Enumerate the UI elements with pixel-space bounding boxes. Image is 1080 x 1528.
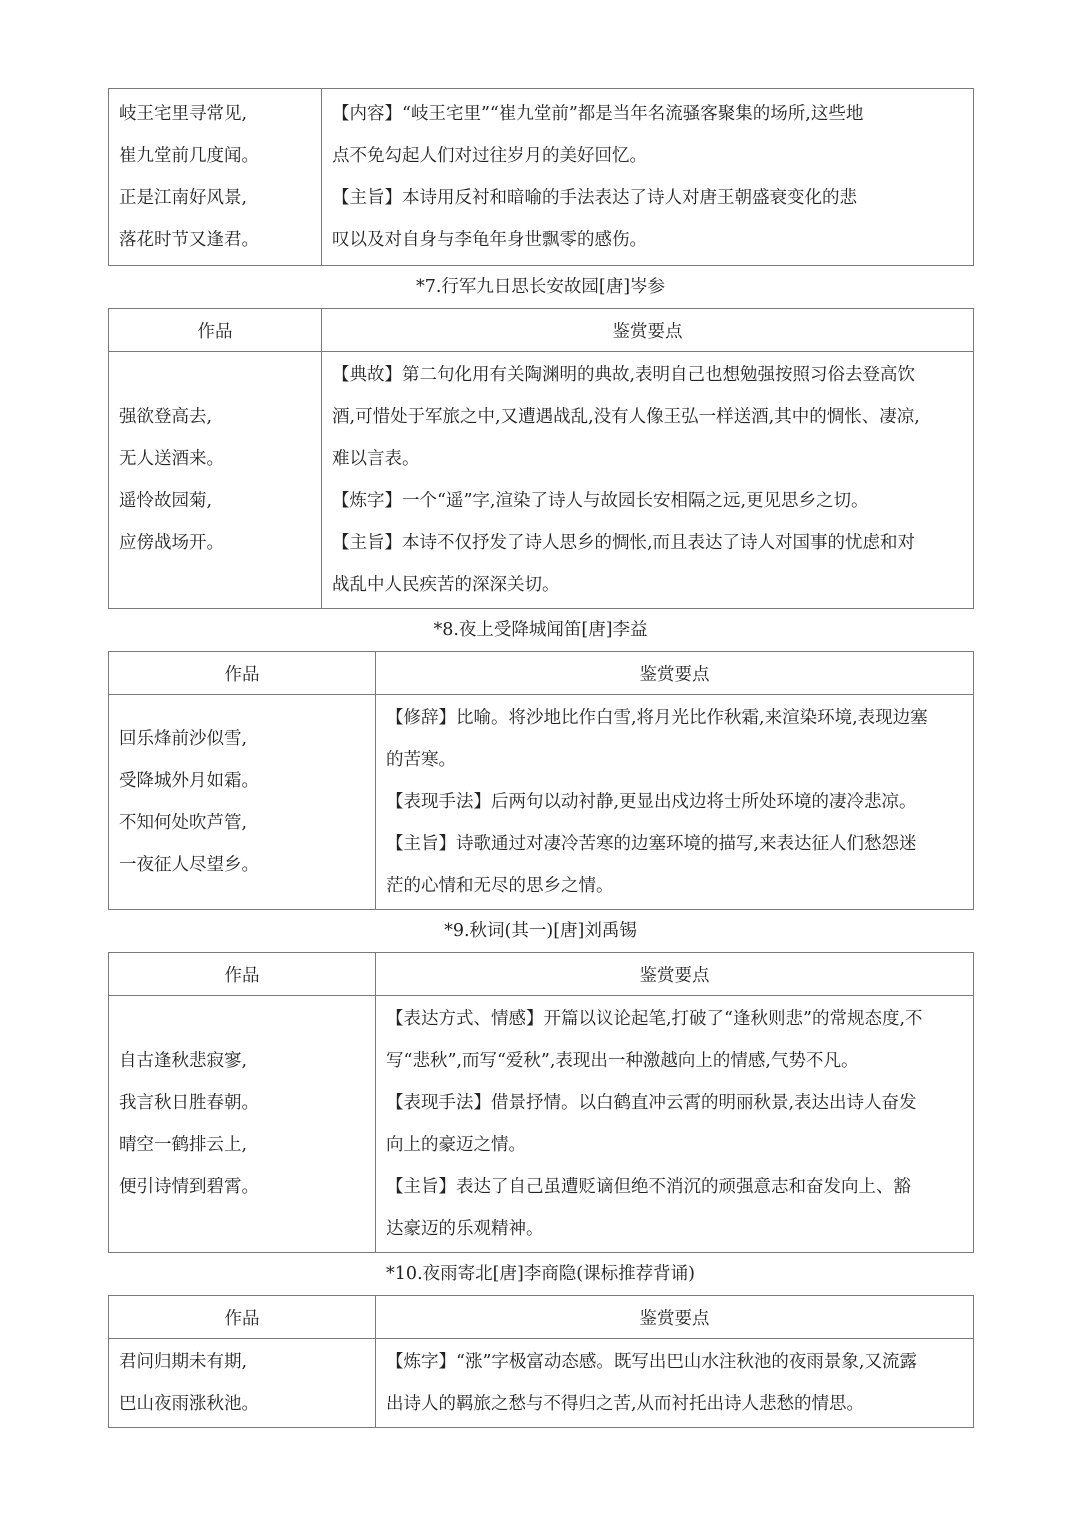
header-works: 作品 <box>109 652 376 695</box>
note-line: 【表达方式、情感】开篇以议论起笔,打破了“逢秋则悲”的常规态度,不 <box>386 1009 923 1029</box>
notes-cell <box>376 695 974 910</box>
note-line: 点不免勾起人们对过往岁月的美好回忆。 <box>332 146 647 166</box>
header-works: 作品 <box>109 309 322 352</box>
poem-line: 回乐烽前沙似雪, <box>119 729 248 749</box>
poem-table-7 <box>108 308 974 609</box>
note-line: 出诗人的羁旅之愁与不得归之苦,从而衬托出诗人悲愁的情思。 <box>386 1394 865 1414</box>
poem-line: 我言秋日胜春朝。 <box>119 1093 259 1113</box>
note-line: 【内容】“岐王宅里”“崔九堂前”都是当年名流骚客聚集的场所,这些地 <box>332 104 864 124</box>
section-title: *9.秋词(其一)[唐]刘禹锡 <box>444 921 637 941</box>
poem-line: 崔九堂前几度闻。 <box>119 146 259 166</box>
poem-table-6-continued <box>108 88 974 266</box>
table-header-row <box>109 652 974 695</box>
poem-line: 不知何处吹芦管, <box>119 813 248 833</box>
table-row <box>109 89 974 266</box>
notes-cell <box>376 1339 974 1428</box>
poem-line: 巴山夜雨涨秋池。 <box>119 1394 259 1414</box>
poem-line: 强欲登高去, <box>119 407 213 427</box>
header-works: 作品 <box>109 953 376 996</box>
poem-table-9 <box>108 952 974 1253</box>
poem-line: 遥怜故园菊, <box>119 491 213 511</box>
section-title: *8.夜上受降城闻笛[唐]李益 <box>433 620 648 640</box>
header-appreciation: 鉴赏要点 <box>376 652 974 695</box>
notes-cell <box>322 89 974 266</box>
note-line: 【主旨】本诗不仅抒发了诗人思乡的惆怅,而且表达了诗人对国事的忧虑和对 <box>332 533 916 553</box>
poem-line: 正是江南好风景, <box>119 188 248 208</box>
document-page <box>108 88 973 1428</box>
note-line: 【典故】第二句化用有关陶渊明的典故,表明自己也想勉强按照习俗去登高饮 <box>332 365 916 385</box>
poem-table-8 <box>108 651 974 910</box>
header-appreciation: 鉴赏要点 <box>376 1296 974 1339</box>
poem-cell <box>109 1339 376 1428</box>
header-appreciation: 鉴赏要点 <box>376 953 974 996</box>
table-row <box>109 695 974 910</box>
poem-line: 受降城外月如霜。 <box>119 771 259 791</box>
note-line: 的苦寒。 <box>386 750 456 770</box>
note-line: 达豪迈的乐观精神。 <box>386 1219 544 1239</box>
note-line: 茫的心情和无尽的思乡之情。 <box>386 876 614 896</box>
poem-cell <box>109 89 322 266</box>
poem-cell <box>109 352 322 609</box>
poem-table-10 <box>108 1295 974 1428</box>
poem-line: 岐王宅里寻常见, <box>119 104 248 124</box>
poem-line: 君问归期未有期, <box>119 1352 248 1372</box>
note-line: 【炼字】一个“遥”字,渲染了诗人与故园长安相隔之远,更见思乡之切。 <box>332 491 869 511</box>
poem-line: 应傍战场开。 <box>119 533 224 553</box>
note-line: 【修辞】比喻。将沙地比作白雪,将月光比作秋霜,来渲染环境,表现边塞 <box>386 708 928 728</box>
header-appreciation: 鉴赏要点 <box>322 309 974 352</box>
notes-cell <box>376 996 974 1253</box>
poem-cell <box>109 695 376 910</box>
poem-line: 晴空一鹤排云上, <box>119 1135 248 1155</box>
note-line: 向上的豪迈之情。 <box>386 1135 526 1155</box>
note-line: 难以言表。 <box>332 449 420 469</box>
note-line: 写“悲秋”,而写“爱秋”,表现出一种激越向上的情感,气势不凡。 <box>386 1051 859 1071</box>
note-line: 酒,可惜处于军旅之中,又遭遇战乱,没有人像王弘一样送酒,其中的惆怅、凄凉, <box>332 407 920 427</box>
note-line: 【主旨】表达了自己虽遭贬谪但绝不消沉的顽强意志和奋发向上、豁 <box>386 1177 911 1197</box>
note-line: 【主旨】本诗用反衬和暗喻的手法表达了诗人对唐王朝盛衰变化的悲 <box>332 188 857 208</box>
note-line: 【主旨】诗歌通过对凄冷苦寒的边塞环境的描写,来表达征人们愁怨迷 <box>386 834 917 854</box>
poem-line: 自古逢秋悲寂寥, <box>119 1051 248 1071</box>
poem-line: 一夜征人尽望乡。 <box>119 855 259 875</box>
note-line: 【炼字】“涨”字极富动态感。既写出巴山水注秋池的夜雨景象,又流露 <box>386 1352 917 1372</box>
section-title: *7.行军九日思长安故园[唐]岑参 <box>415 277 666 297</box>
section-title: *10.夜雨寄北[唐]李商隐(课标推荐背诵) <box>386 1264 695 1284</box>
table-header-row <box>109 1296 974 1339</box>
note-line: 【表现手法】后两句以动衬静,更显出戍边将士所处环境的凄冷悲凉。 <box>386 792 917 812</box>
note-line: 叹以及对自身与李龟年身世飘零的感伤。 <box>332 230 647 250</box>
note-line: 【表现手法】借景抒情。以白鹤直冲云霄的明丽秋景,表达出诗人奋发 <box>386 1093 917 1113</box>
table-row <box>109 352 974 609</box>
header-works: 作品 <box>109 1296 376 1339</box>
table-row <box>109 1339 974 1428</box>
poem-line: 便引诗情到碧霄。 <box>119 1177 259 1197</box>
table-header-row <box>109 953 974 996</box>
note-line: 战乱中人民疾苦的深深关切。 <box>332 575 560 595</box>
poem-line: 落花时节又逢君。 <box>119 230 259 250</box>
poem-line: 无人送酒来。 <box>119 449 224 469</box>
table-header-row <box>109 309 974 352</box>
notes-cell <box>322 352 974 609</box>
poem-cell <box>109 996 376 1253</box>
table-row <box>109 996 974 1253</box>
